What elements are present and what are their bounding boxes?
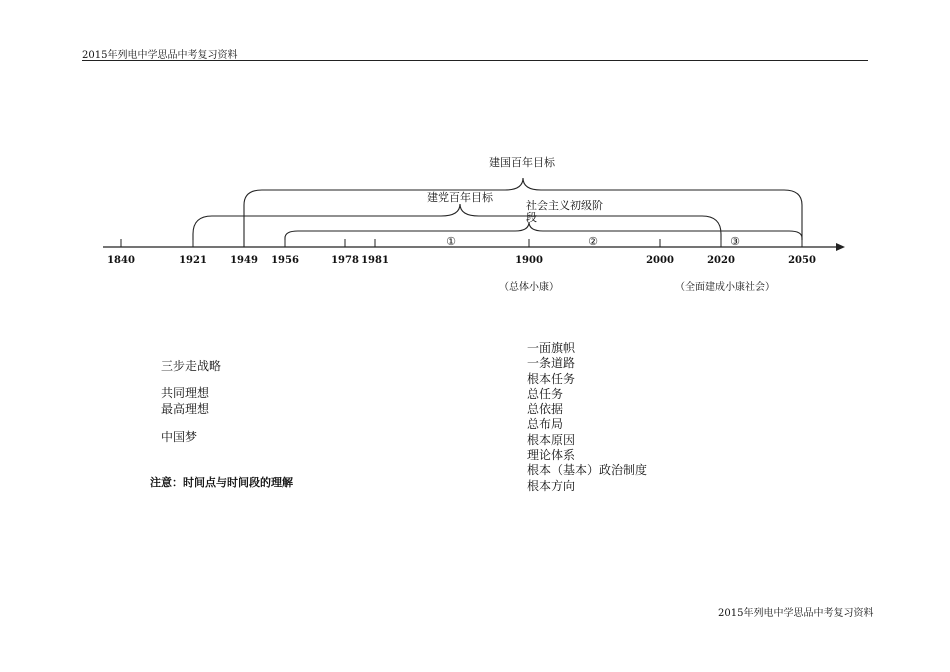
milestone-overall-moderate: （总体小康） <box>499 282 559 293</box>
note-highest-ideal: 最高理想 <box>161 402 210 416</box>
step-marker-three: ③ <box>730 235 740 248</box>
list-item: 根本方向 <box>527 478 576 493</box>
concept-list <box>527 341 647 494</box>
brace-label-founding-country: 建国百年目标 <box>489 156 555 169</box>
brace-label-founding-party: 建党百年目标 <box>427 191 493 204</box>
timeline-arrow-icon <box>836 243 845 251</box>
timeline-ticks <box>121 239 802 247</box>
page-footer-title: 2015年列电中学思品中考复习资料 <box>718 608 874 619</box>
year-label: 1978 <box>331 255 359 266</box>
year-label: 1921 <box>179 255 207 266</box>
year-label: 1900 <box>515 255 543 266</box>
milestone-full-moderate: （全面建成小康社会） <box>675 282 775 293</box>
list-item: 一条道路 <box>527 356 576 371</box>
year-label: 1949 <box>230 255 258 266</box>
year-label: 2050 <box>788 255 816 266</box>
list-item: 总布局 <box>527 417 564 432</box>
note-china-dream: 中国梦 <box>161 430 198 444</box>
list-item: 根本任务 <box>527 371 576 386</box>
step-marker-two: ② <box>588 235 598 248</box>
note-attention: 注意：时间点与时间段的理解 <box>150 476 293 489</box>
list-item: 总依据 <box>527 402 564 417</box>
brace-founding-country <box>244 178 802 247</box>
year-label: 2020 <box>707 255 735 266</box>
note-three-steps: 三步走战略 <box>161 359 222 373</box>
list-item: 总任务 <box>527 386 564 401</box>
list-item: 根本（基本）政治制度 <box>527 463 648 478</box>
list-item: 根本原因 <box>527 432 576 447</box>
year-label: 1840 <box>107 255 135 266</box>
list-item: 一面旗帜 <box>527 341 576 355</box>
timeline-diagram <box>0 0 950 320</box>
step-marker-one: ① <box>446 235 456 248</box>
brace-founding-party <box>193 204 721 240</box>
year-label: 1981 <box>361 255 389 266</box>
brace-label-primary-stage: 社会主义初级阶段 <box>526 200 603 224</box>
year-label: 1956 <box>271 255 299 266</box>
note-common-ideal: 共同理想 <box>161 386 210 400</box>
page-header-title: 2015年列电中学思品中考复习资料 <box>82 50 238 61</box>
year-label: 2000 <box>646 255 674 266</box>
list-item: 理论体系 <box>527 448 576 463</box>
